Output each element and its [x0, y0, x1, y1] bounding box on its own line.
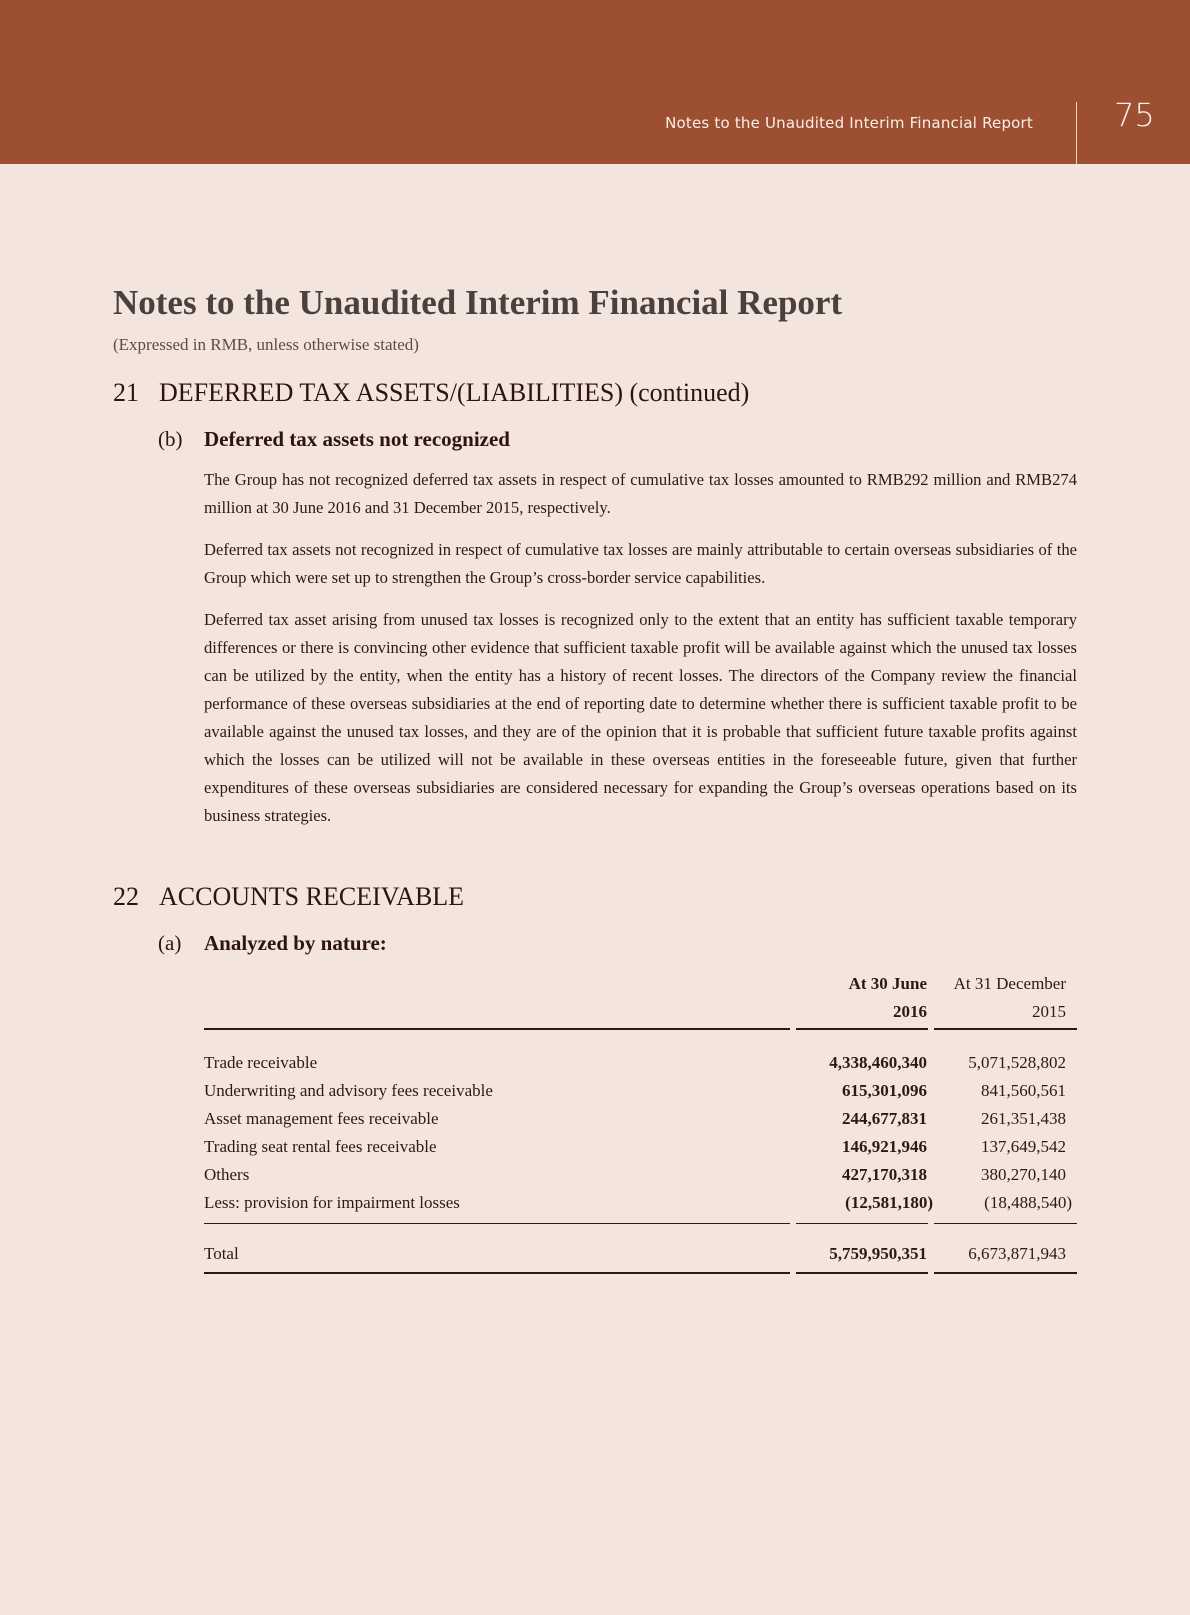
row-label: Underwriting and advisory fees receivable — [204, 1081, 493, 1100]
page-title: Notes to the Unaudited Interim Financial Report — [113, 283, 843, 322]
column-header-line: At 31 December — [953, 974, 1066, 993]
running-title: Notes to the Unaudited Interim Financial Report — [665, 114, 1033, 132]
value-2016: 4,338,460,340 — [829, 1053, 927, 1072]
column-header-2015 — [926, 970, 1066, 1026]
total-rule — [204, 1272, 1077, 1274]
section-title: ACCOUNTS RECEIVABLE — [159, 882, 465, 911]
header-banner — [0, 0, 1190, 164]
section-number: 21 — [113, 378, 139, 407]
total-row — [204, 1240, 1077, 1268]
value-2015: (18,488,540) — [984, 1193, 1072, 1212]
row-label: Less: provision for impairment losses — [204, 1193, 460, 1212]
total-2015: 6,673,871,943 — [968, 1244, 1066, 1263]
column-header-line: At 30 June — [848, 974, 927, 993]
paragraph: The Group has not recognized deferred tax assets in respect of cumulative tax losses amounted to RMB292 million and RMB274 million at 30 June 2016 and 31 December 2015, respectively. — [204, 470, 1077, 517]
section-title: DEFERRED TAX ASSETS/(LIABILITIES) (continued) — [159, 378, 750, 407]
table-row — [204, 1189, 1077, 1217]
table-row — [204, 1105, 1077, 1133]
value-2015: 261,351,438 — [981, 1109, 1066, 1128]
subtotal-rule — [204, 1223, 1077, 1224]
subsection-title: Analyzed by nature: — [204, 931, 387, 955]
header-divider — [1076, 102, 1077, 164]
subsection-21b-heading — [158, 427, 510, 452]
subsection-label: (b) — [158, 427, 183, 451]
table-total — [204, 1224, 1077, 1272]
section-22-heading — [113, 882, 464, 912]
row-label: Asset management fees receivable — [204, 1109, 439, 1128]
page-subtitle: (Expressed in RMB, unless otherwise stated) — [113, 335, 419, 354]
value-2015: 380,270,140 — [981, 1165, 1066, 1184]
paragraph: Deferred tax assets not recognized in respect of cumulative tax losses are mainly attributable to certain overseas subsidiaries of the Group which were set up to strengthen the Group’s cross-border service capabilities. — [204, 540, 1077, 587]
value-2016: 615,301,096 — [842, 1081, 927, 1100]
value-2016: 146,921,946 — [842, 1137, 927, 1156]
row-label: Trade receivable — [204, 1053, 318, 1072]
page-number: 75 — [1114, 96, 1155, 134]
table-row — [204, 1077, 1077, 1105]
value-2016: 244,677,831 — [842, 1109, 927, 1128]
total-label: Total — [204, 1244, 239, 1263]
section-21-heading — [113, 378, 749, 408]
section-number: 22 — [113, 882, 139, 911]
total-2016: 5,759,950,351 — [829, 1244, 927, 1263]
column-header-2016 — [787, 970, 927, 1026]
row-label: Others — [204, 1165, 250, 1184]
subsection-label: (a) — [158, 931, 182, 955]
table-body — [204, 1030, 1077, 1223]
table-header — [204, 970, 1077, 1028]
paragraph: Deferred tax asset arising from unused tax losses is recognized only to the extent that an entity has sufficient taxable temporary differences or there is convincing other evidence that sufficient taxable profit will be available against which the unused tax losses can be utilized by the entity, when the entity has a history of recent losses. The directors of the Company review the financial performance of these overseas subsidiaries at the end of reporting date to determine whether there is sufficient taxable profit to be available against the unused tax losses, and they are of the opinion that it is probable that sufficient future taxable profits against which the losses can be utilized will not be available in these overseas entities in the foreseeable future, given that further expenditures of these overseas subsidiaries are considered necessary for expanding the Group’s overseas operations based on its business strategies. — [204, 610, 1077, 825]
table-row — [204, 1049, 1077, 1077]
table-row — [204, 1161, 1077, 1189]
row-label: Trading seat rental fees receivable — [204, 1137, 437, 1156]
value-2015: 841,560,561 — [981, 1081, 1066, 1100]
accounts-receivable-table — [204, 970, 1077, 1274]
subsection-22a-heading — [158, 931, 387, 956]
header-rule — [204, 1028, 1077, 1030]
table-row — [204, 1133, 1077, 1161]
value-2016: 427,170,318 — [842, 1165, 927, 1184]
value-2016: (12,581,180) — [845, 1193, 933, 1212]
value-2015: 5,071,528,802 — [968, 1053, 1066, 1072]
subsection-title: Deferred tax assets not recognized — [204, 427, 510, 451]
column-header-line: 2016 — [893, 1002, 927, 1021]
value-2015: 137,649,542 — [981, 1137, 1066, 1156]
column-header-line: 2015 — [1032, 1002, 1066, 1021]
